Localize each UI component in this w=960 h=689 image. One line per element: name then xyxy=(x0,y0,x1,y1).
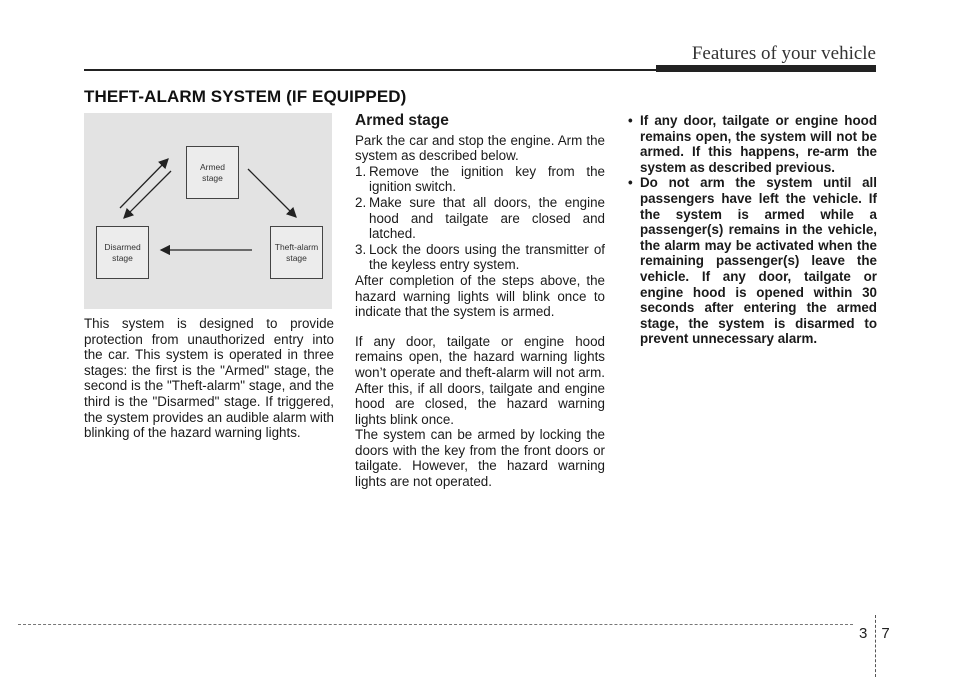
section-title: THEFT-ALARM SYSTEM (IF EQUIPPED) xyxy=(84,87,407,106)
arrow-disarmed-to-armed xyxy=(120,159,168,208)
armed-after-paragraph: After completion of the steps above, the hazard warning lights will blink once to indicate that the system is armed. xyxy=(355,272,605,320)
page-number-value: 7 xyxy=(881,625,890,642)
header-title: Features of your vehicle xyxy=(691,43,876,64)
theft-label-1: Theft-alarm xyxy=(274,241,319,252)
warning-bullet-1-text: If any door, tailgate or engine hood remains open, the system will not be armed. If this happens, re-arm the system as described previous. xyxy=(640,113,877,175)
warning-bullet-1 xyxy=(628,113,877,175)
step-2 xyxy=(355,195,605,242)
intro-paragraph: This system is designed to provide protection from unauthorized entry into the car. This system is operated in three stages: the first is the "Armed" stage, the second is the "Theft-alarm" stage, and the third is the "Disarmed" stage. If triggered, the system provides an audible alarm with blinking of the hazard warning lights. xyxy=(84,316,334,441)
theft-label-2: stage xyxy=(286,252,307,263)
arrow-armed-to-disarmed xyxy=(124,171,171,218)
step-2-number: 2. xyxy=(355,194,367,210)
page-number xyxy=(859,625,890,642)
armed-label-1: Armed xyxy=(199,161,226,172)
step-2-text: Make sure that all doors, the engine hood and tailgate are closed and latched. xyxy=(369,194,605,242)
alarm-stage-diagram xyxy=(84,113,332,309)
armed-key-paragraph: The system can be armed by locking the doors with the key from the front doors or tailgate. However, the hazard warning lights are not operated. xyxy=(355,427,605,490)
step-3-text: Lock the doors using the transmitter of the keyless entry system. xyxy=(369,241,605,273)
armed-label-2: stage xyxy=(202,172,223,183)
arrow-armed-to-theft xyxy=(248,169,296,217)
header-bar xyxy=(656,65,876,72)
page-number-separator xyxy=(875,615,876,677)
step-3-number: 3. xyxy=(355,241,367,257)
disarmed-label-2: stage xyxy=(112,252,133,263)
bullet-dot: • xyxy=(628,113,633,128)
footer-rule xyxy=(18,624,853,625)
step-1 xyxy=(355,164,605,195)
warning-bullet-2 xyxy=(628,175,877,347)
chapter-number: 3 xyxy=(859,625,868,642)
bullet-dot: • xyxy=(628,175,633,191)
step-1-text: Remove the ignition key from the ignition switch. xyxy=(369,163,605,195)
theft-alarm-stage-box xyxy=(270,226,323,279)
step-1-number: 1. xyxy=(355,163,367,179)
header-rule xyxy=(84,69,656,71)
diagram-arrows xyxy=(84,113,332,309)
armed-open-door-paragraph: If any door, tailgate or engine hood remains open, the hazard warning lights won’t operate and theft-alarm will not arm. After this, if all doors, tailgate and engine hood are closed, the hazard warning lights blink once. xyxy=(355,333,605,427)
column-intro xyxy=(84,316,334,441)
step-3 xyxy=(355,242,605,273)
armed-stage-box xyxy=(186,146,239,199)
column-armed-stage xyxy=(355,113,605,490)
armed-stage-lead: Park the car and stop the engine. Arm the system as described below. xyxy=(355,132,605,164)
disarmed-stage-box xyxy=(96,226,149,279)
warning-bullet-2-text: Do not arm the system until all passengers have left the vehicle. If the system is armed while a passenger(s) remains in the vehicle, the alarm may be activated when the remaining passenger(s) leave the vehicle. If any door, tailgate or engine hood is opened within 30 seconds after entering the armed stage, the system is disarmed to prevent unnecessary alarm. xyxy=(640,175,877,347)
column-warnings xyxy=(628,113,877,347)
armed-stage-heading: Armed stage xyxy=(355,112,449,129)
disarmed-label-1: Disarmed xyxy=(104,241,141,252)
